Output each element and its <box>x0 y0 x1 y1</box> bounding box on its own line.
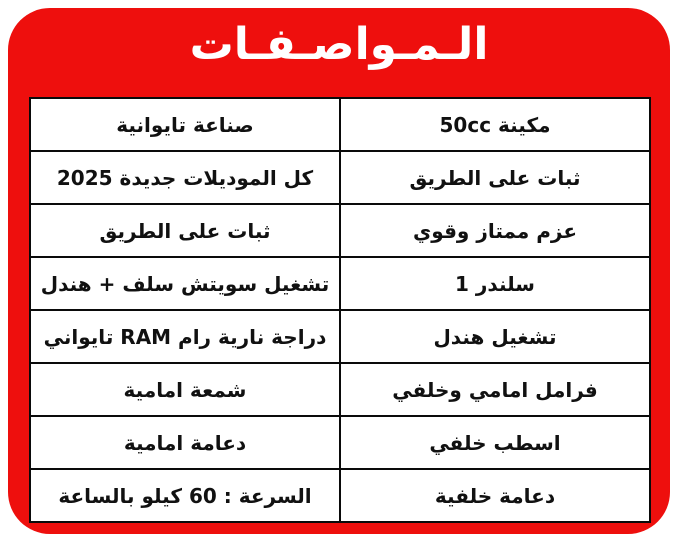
table-row <box>30 310 650 363</box>
spec-cell-right: ثبات على الطريق <box>340 151 650 204</box>
table-row <box>30 257 650 310</box>
spec-cell-right: فرامل امامي وخلفي <box>340 363 650 416</box>
table-row <box>30 469 650 522</box>
table-row <box>30 204 650 257</box>
spec-cell-right: اسطب خلفي <box>340 416 650 469</box>
spec-cell-left: دعامة امامية <box>30 416 340 469</box>
spec-cell-right: مكينة 50cc <box>340 98 650 151</box>
table-row <box>30 98 650 151</box>
spec-cell-left: شمعة امامية <box>30 363 340 416</box>
specs-card <box>8 8 670 534</box>
table-row <box>30 416 650 469</box>
spec-cell-left: ثبات على الطريق <box>30 204 340 257</box>
spec-cell-left: صناعة تايوانية <box>30 98 340 151</box>
page-title: الـمـواصـفـات <box>189 19 489 70</box>
spec-cell-left: كل الموديلات جديدة 2025 <box>30 151 340 204</box>
spec-cell-right: سلندر 1 <box>340 257 650 310</box>
spec-cell-right: تشغيل هندل <box>340 310 650 363</box>
specs-table <box>29 97 651 523</box>
spec-cell-right: عزم ممتاز وقوي <box>340 204 650 257</box>
spec-cell-right: دعامة خلفية <box>340 469 650 522</box>
spec-cell-left: تشغيل سويتش سلف + هندل <box>30 257 340 310</box>
table-row <box>30 363 650 416</box>
spec-cell-left: دراجة نارية رام RAM تايواني <box>30 310 340 363</box>
spec-cell-left: السرعة : 60 كيلو بالساعة <box>30 469 340 522</box>
table-row <box>30 151 650 204</box>
